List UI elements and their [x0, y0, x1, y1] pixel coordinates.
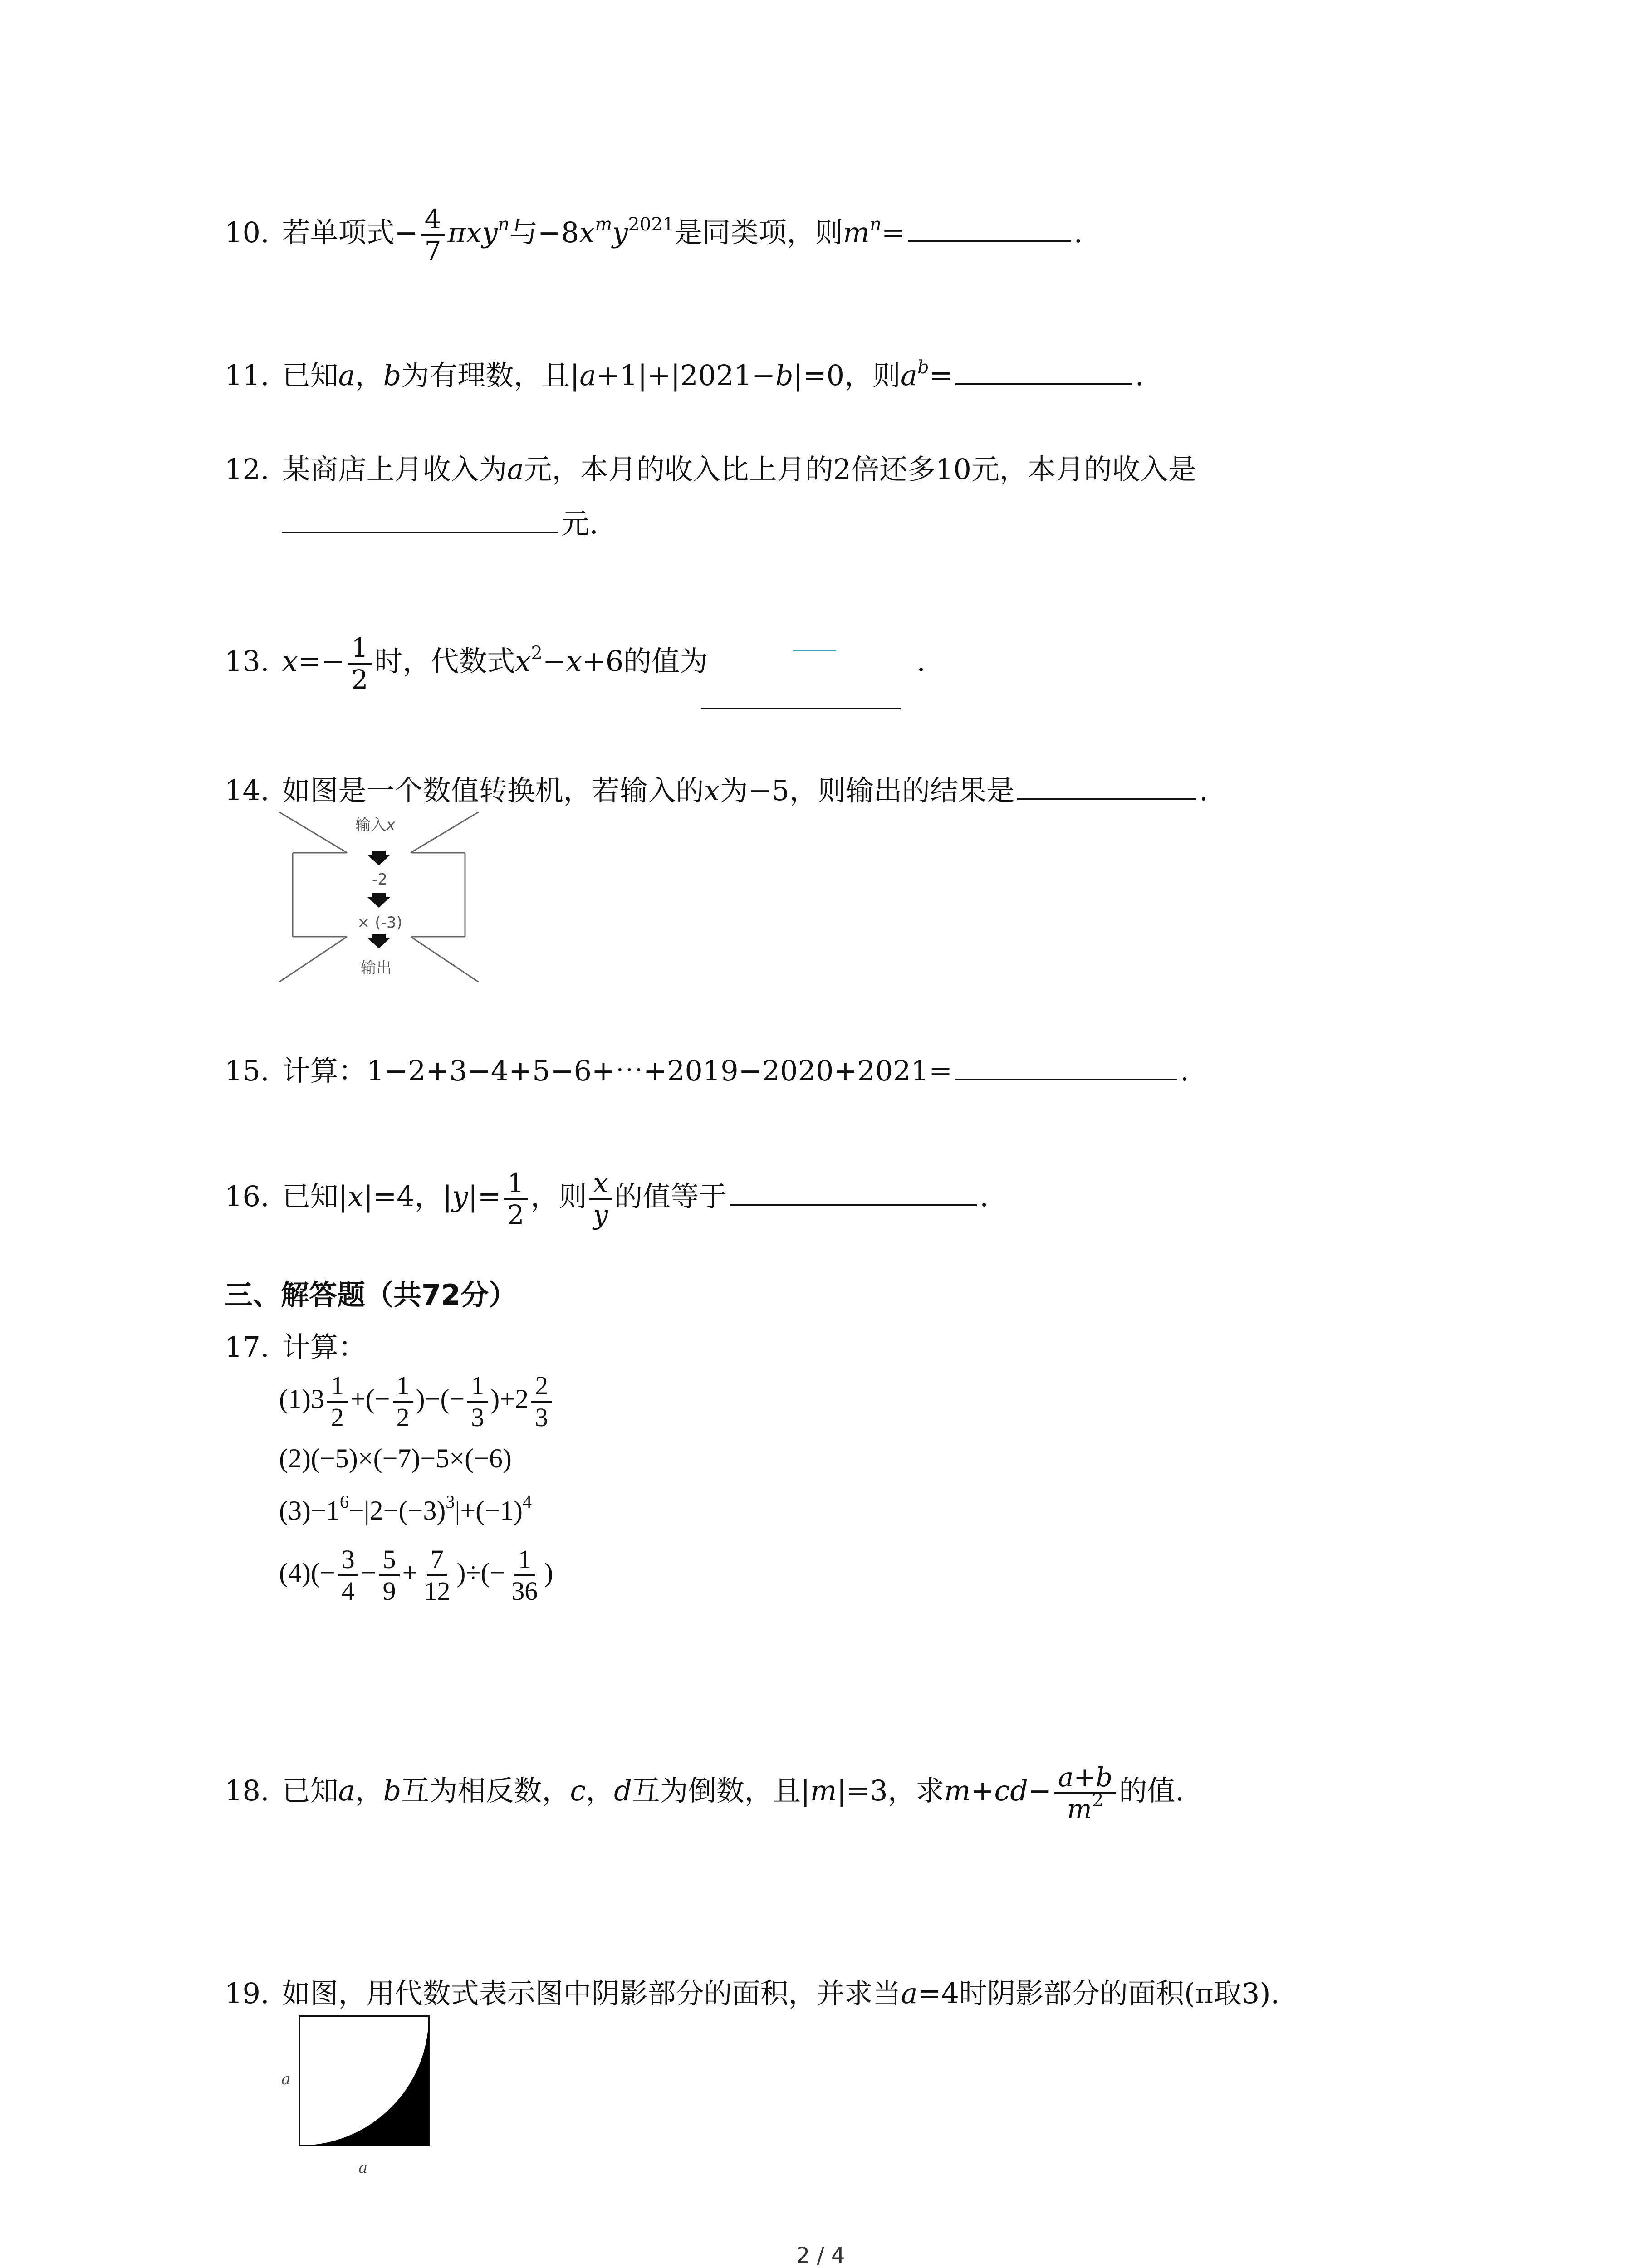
var: xy: [466, 216, 498, 249]
q17-part-1: [279, 1371, 554, 1432]
q10-text: =: [881, 216, 905, 249]
input-label: 输入x: [355, 816, 396, 834]
exp: n: [498, 214, 509, 235]
question-number: 15.: [225, 1054, 269, 1087]
answer-blank[interactable]: [955, 1051, 1177, 1080]
numerator: 1: [327, 1371, 348, 1403]
numerator: 7: [427, 1545, 447, 1576]
denominator: 7: [424, 235, 441, 266]
q16-text: 已知|: [282, 1180, 348, 1213]
arrow-down-icon: [367, 934, 390, 948]
q12-text: 元.: [561, 507, 598, 540]
q17-text: 计算：: [282, 1330, 367, 1364]
answer-blank[interactable]: [1017, 771, 1196, 800]
fraction: [467, 1371, 488, 1432]
var: b: [383, 359, 402, 392]
denominator: y: [593, 1199, 608, 1230]
part-text: (3)−1: [279, 1496, 340, 1525]
denominator: 4: [341, 1576, 355, 1606]
part-text: )−(−: [416, 1383, 465, 1414]
step-minus-2: -2: [372, 870, 387, 889]
q14-text: .: [1199, 774, 1208, 807]
fraction: [531, 1371, 552, 1432]
denominator: 3: [535, 1403, 549, 1432]
var: m: [944, 1774, 971, 1808]
exp: n: [869, 214, 882, 235]
question-14: [225, 771, 1208, 809]
q10-text: 与−8: [509, 216, 579, 249]
page-number: 2 / 4: [796, 2243, 845, 2268]
part-text: ): [544, 1557, 554, 1588]
output-label: 输出: [361, 959, 392, 977]
fraction: [1054, 1762, 1116, 1824]
side-label: a: [281, 2070, 291, 2088]
answer-blank[interactable]: [730, 1177, 977, 1206]
q14-text: 为−5，则输出的结果是: [720, 774, 1014, 807]
var: a: [338, 359, 355, 392]
numerator: 5: [379, 1545, 400, 1576]
question-number: 14.: [225, 774, 269, 807]
question-13: [225, 633, 926, 694]
arrow-down-icon: [367, 893, 390, 908]
q17-part-4: [279, 1545, 553, 1606]
exp: b: [917, 357, 929, 378]
fraction: [393, 1371, 413, 1432]
q16-text: .: [980, 1180, 989, 1213]
answer-blank[interactable]: [908, 213, 1071, 242]
numerator: 2: [531, 1371, 552, 1403]
question-12: [225, 451, 1196, 488]
q16-text: 的值等于: [614, 1180, 727, 1213]
part-text: (4)(−: [279, 1557, 335, 1588]
question-12-line2: [279, 504, 598, 542]
fraction: [338, 1545, 358, 1606]
bottom-label: a: [358, 2159, 368, 2177]
answer-blank[interactable]: [955, 356, 1132, 385]
q13-text: =−: [298, 645, 345, 678]
fraction: [327, 1371, 348, 1432]
exp: 2021: [628, 214, 675, 235]
question-number: 13.: [225, 645, 269, 678]
q13-text: +6的值为: [582, 645, 708, 678]
answer-blank[interactable]: [701, 708, 901, 709]
question-11: [225, 356, 1144, 394]
q15-text: 计算：1−2+3−4+5−6+⋯+2019−2020+2021=: [282, 1054, 953, 1087]
numerator: a+b: [1058, 1762, 1113, 1793]
var: m: [843, 216, 870, 249]
denominator: 9: [382, 1576, 396, 1606]
pi: π: [447, 216, 466, 249]
number-converter-diagram: [279, 812, 479, 989]
numerator: 4: [421, 204, 445, 236]
q19-text: 如图，用代数式表示图中阴影部分的面积，并求当: [282, 1977, 901, 2010]
var: a: [507, 453, 524, 486]
part-text: +: [402, 1557, 418, 1588]
fraction: [348, 633, 372, 694]
part-text: +(−: [350, 1383, 390, 1414]
q11-text: =: [929, 359, 953, 392]
q17-part-2: (2)(−5)×(−7)−5×(−6): [279, 1443, 512, 1473]
q11-text: ，: [355, 359, 383, 392]
fraction: [420, 1545, 454, 1606]
numerator: x: [593, 1168, 608, 1198]
exp: 3: [446, 1491, 455, 1512]
q18-text: −: [1028, 1774, 1052, 1808]
q18-text: 的值.: [1119, 1774, 1184, 1808]
denominator: 3: [471, 1403, 485, 1432]
fraction: [504, 1168, 528, 1230]
q17-part-3: [279, 1492, 532, 1529]
q16-text: |=4，|: [363, 1180, 452, 1213]
q18-text: 已知: [282, 1774, 338, 1808]
exp: 2: [1092, 1790, 1104, 1811]
question-number: 16.: [225, 1180, 269, 1213]
question-number: 11.: [225, 359, 269, 392]
q13-text: 时，代数式: [374, 645, 515, 678]
question-18: [225, 1762, 1184, 1824]
var: d: [614, 1774, 632, 1808]
numerator: 1: [393, 1371, 413, 1403]
q13-text: .: [916, 645, 926, 678]
denominator: 12: [424, 1576, 451, 1606]
exp: 6: [339, 1491, 349, 1512]
part-text: −|2−(−3): [348, 1496, 446, 1525]
answer-blank[interactable]: [282, 504, 558, 533]
part-text: −: [361, 1557, 377, 1588]
denominator: m: [1067, 1794, 1092, 1824]
numerator: 1: [467, 1371, 488, 1403]
var: x: [566, 645, 582, 678]
var: c: [570, 1774, 586, 1808]
var: x: [282, 645, 298, 678]
q16-text: ，则: [530, 1180, 587, 1213]
question-number: 18.: [225, 1774, 269, 1808]
fraction: [508, 1545, 541, 1606]
q11-text: |=0，则: [793, 359, 901, 392]
part-text: )+2: [490, 1383, 529, 1414]
part-text: |+(−1): [455, 1496, 523, 1525]
q10-text: 是同类项，则: [674, 216, 843, 249]
numerator: 1: [514, 1545, 535, 1576]
fraction: [379, 1545, 400, 1606]
question-number: 12.: [225, 453, 269, 486]
denominator: 2: [330, 1403, 344, 1432]
question-16: [225, 1168, 989, 1230]
q10-text: 若单项式−: [282, 216, 418, 249]
var: y: [452, 1180, 468, 1213]
var: y: [612, 216, 628, 249]
q11-text: 已知: [282, 359, 338, 392]
denominator: 2: [396, 1403, 410, 1432]
fraction: [421, 204, 445, 266]
question-number: 10.: [225, 216, 269, 249]
q10-text: .: [1073, 216, 1083, 249]
question-number: 17.: [225, 1330, 269, 1364]
numerator: 1: [504, 1168, 528, 1200]
denominator: 2: [351, 664, 368, 695]
teal-dash: [793, 650, 836, 651]
var: b: [775, 359, 794, 392]
q18-text: 互为相反数，: [401, 1774, 570, 1808]
shaded-area-diagram: [272, 2014, 445, 2186]
denominator: 36: [511, 1576, 538, 1606]
q11-text: 为有理数，且|: [401, 359, 580, 392]
q18-text: 互为倒数，且|: [632, 1774, 810, 1808]
var: cd: [994, 1774, 1028, 1808]
var: b: [383, 1774, 402, 1808]
arrow-down-icon: [367, 850, 390, 865]
var: x: [704, 774, 720, 807]
question-10: [225, 204, 1083, 266]
q11-text: +1|+|2021−: [596, 359, 776, 392]
question-number: 19.: [225, 1977, 269, 2010]
question-15: [225, 1051, 1189, 1089]
exp: m: [595, 214, 612, 235]
var: x: [579, 216, 595, 249]
section-title: 三、解答题（共72分）: [225, 1278, 517, 1311]
exp: 4: [522, 1491, 532, 1512]
q18-text: ，: [586, 1774, 614, 1808]
denominator: 2: [507, 1199, 524, 1230]
fraction: [589, 1168, 612, 1230]
q16-text: |=: [468, 1180, 501, 1213]
var: a: [579, 359, 597, 392]
q12-text: 元，本月的收入比上月的2倍还多10元，本月的收入是: [524, 453, 1196, 486]
part-text: )÷(−: [456, 1557, 505, 1588]
q11-text: .: [1135, 359, 1144, 392]
part-text: (1)3: [279, 1383, 324, 1414]
var: x: [515, 645, 531, 678]
q18-text: +: [970, 1774, 994, 1808]
q19-text: =4时阴影部分的面积(π取3).: [917, 1977, 1280, 2010]
var: a: [901, 1977, 918, 2010]
q18-text: |=3，求: [837, 1774, 944, 1808]
q15-text: .: [1180, 1054, 1189, 1087]
q12-text: 某商店上月收入为: [282, 453, 507, 486]
exp: 2: [531, 643, 543, 664]
numerator: 1: [348, 633, 372, 665]
question-17: [225, 1329, 367, 1365]
numerator: 3: [338, 1545, 358, 1576]
question-19: [225, 1975, 1279, 2012]
var: a: [338, 1774, 355, 1808]
q13-text: −: [542, 645, 566, 678]
var: m: [810, 1774, 837, 1808]
var: a: [901, 359, 917, 392]
step-times-neg-3: × (-3): [357, 914, 402, 932]
q14-text: 如图是一个数值转换机，若输入的: [282, 774, 704, 807]
q18-text: ，: [355, 1774, 383, 1808]
var: x: [348, 1180, 364, 1213]
